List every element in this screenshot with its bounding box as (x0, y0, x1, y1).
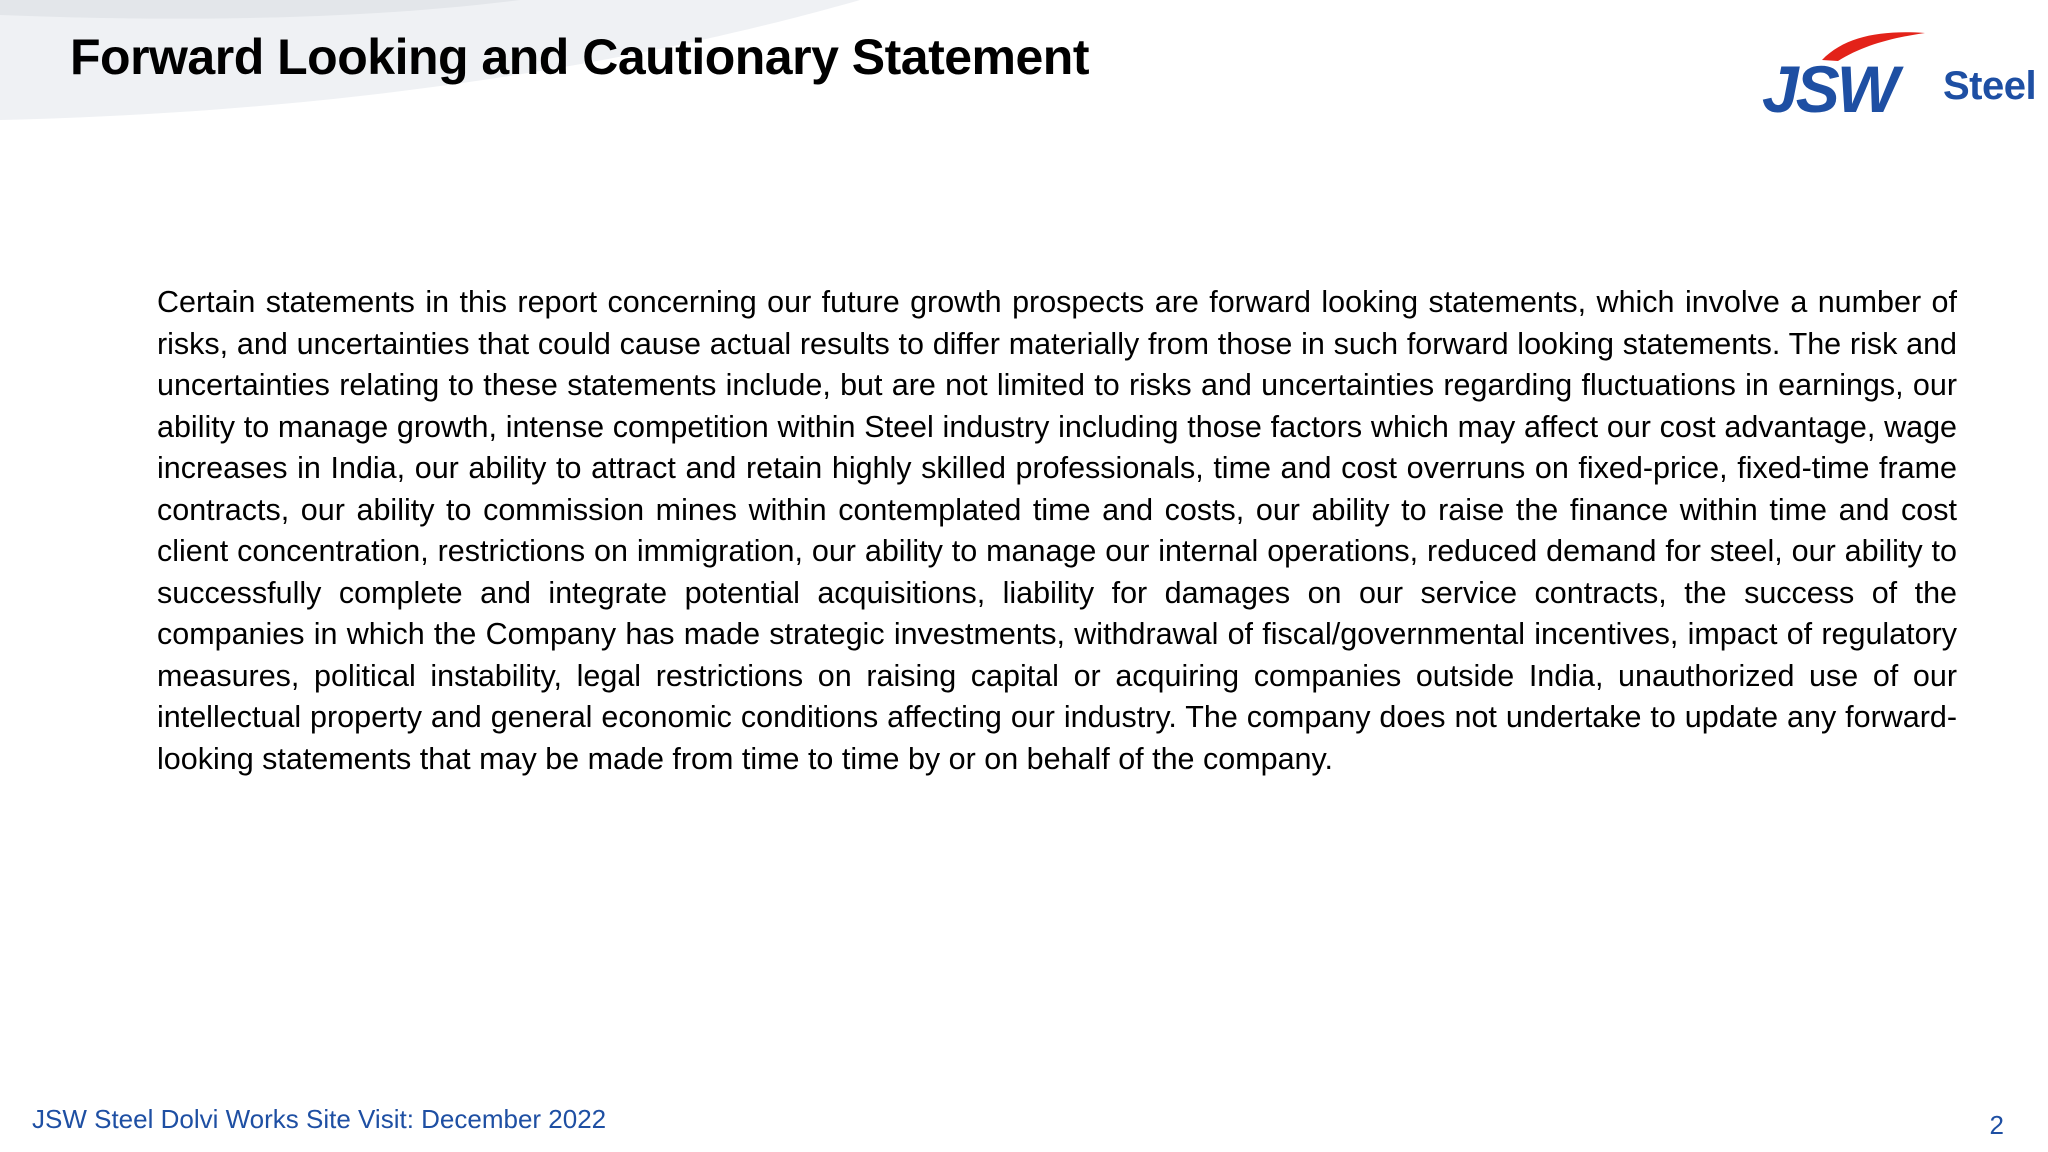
page-number: 2 (1989, 1110, 2004, 1140)
cautionary-statement-body: Certain statements in this report concerning our future growth prospects are forward looking statements, which involve a number of risks, and uncertainties that could cause actual results to differ materially from those in such forward looking statements. The risk and uncertainties relating to these statements include, but are not limited to risks and uncertainties regarding fluctuations in earnings, our ability to manage growth, intense competition within Steel industry including those factors which may affect our cost advantage, wage increases in India, our ability to attract and retain highly skilled professionals, time and cost overruns on fixed-price, fixed-time frame contracts, our ability to commission mines within contemplated time and costs, our ability to raise the finance within time and cost client concentration, restrictions on immigration, our ability to manage our internal operations, reduced demand for steel, our ability to successfully complete and integrate potential acquisitions, liability for damages on our service contracts, the success of the companies in which the Company has made strategic investments, withdrawal of fiscal/governmental incentives, impact of regulatory measures, political instability, legal restrictions on raising capital or acquiring companies outside India, unauthorized use of our intellectual property and general economic conditions affecting our industry. The company does not undertake to update any forward-looking statements that may be made from time to time by or on behalf of the company. (157, 285, 1957, 776)
logo-wordmark: Steel (1943, 64, 2037, 108)
logo-mark-text: JSW (1762, 52, 1897, 125)
jsw-steel-logo (1750, 30, 2040, 125)
page-title: Forward Looking and Cautionary Statement (70, 29, 1089, 85)
jsw-steel-logo-icon (1750, 30, 1945, 125)
footer-text: JSW Steel Dolvi Works Site Visit: December 2022 (32, 1104, 607, 1134)
